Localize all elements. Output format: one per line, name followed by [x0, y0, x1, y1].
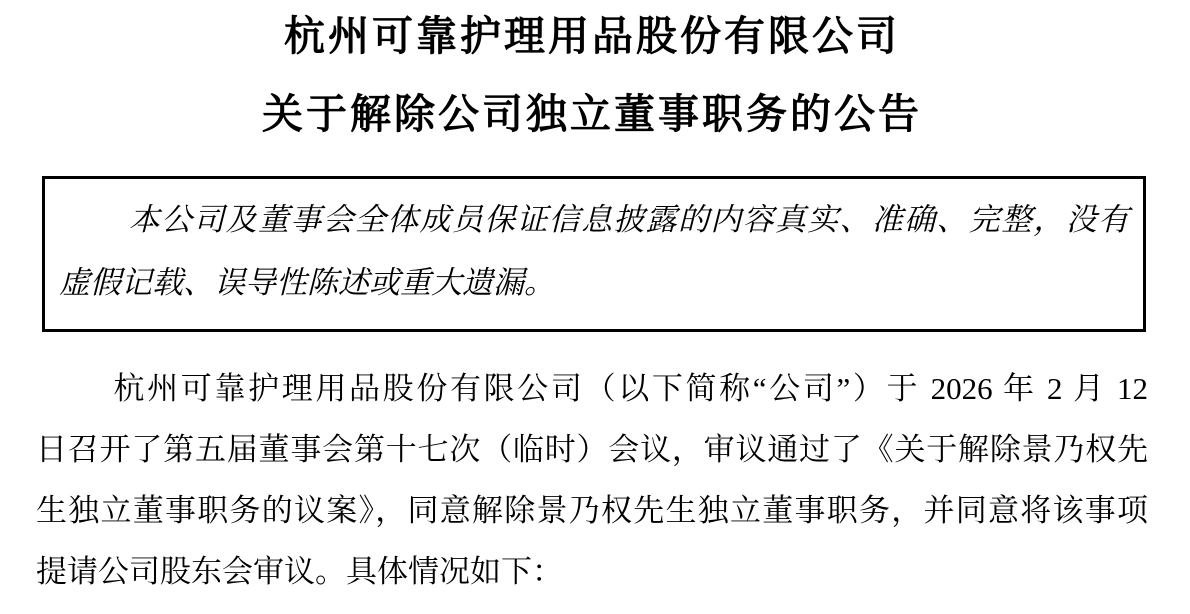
body-paragraph-line-4: 提请公司股东会审议。具体情况如下：	[36, 554, 563, 589]
body-paragraph	[36, 358, 1148, 602]
document-title-line-2: 关于解除公司独立董事职务的公告	[262, 91, 922, 137]
document-title-line-1: 杭州可靠护理用品股份有限公司	[284, 13, 900, 59]
disclaimer-box	[42, 176, 1146, 332]
body-paragraph-line-2: 日召开了第五届董事会第十七次（临时）会议，审议通过了《关于解除景乃权先	[36, 432, 1148, 467]
disclaimer-line-2: 虚假记载、误导性陈述或重大遗漏。	[59, 265, 555, 300]
body-paragraph-line-3: 生独立董事职务的议案》，同意解除景乃权先生独立董事职务，并同意将该事项	[36, 493, 1148, 528]
body-paragraph-line-1: 杭州可靠护理用品股份有限公司（以下简称“公司”）于 2026 年 2 月 12	[113, 371, 1148, 406]
disclaimer-line-1: 本公司及董事会全体成员保证信息披露的内容真实、准确、完整，没有	[128, 202, 1129, 237]
